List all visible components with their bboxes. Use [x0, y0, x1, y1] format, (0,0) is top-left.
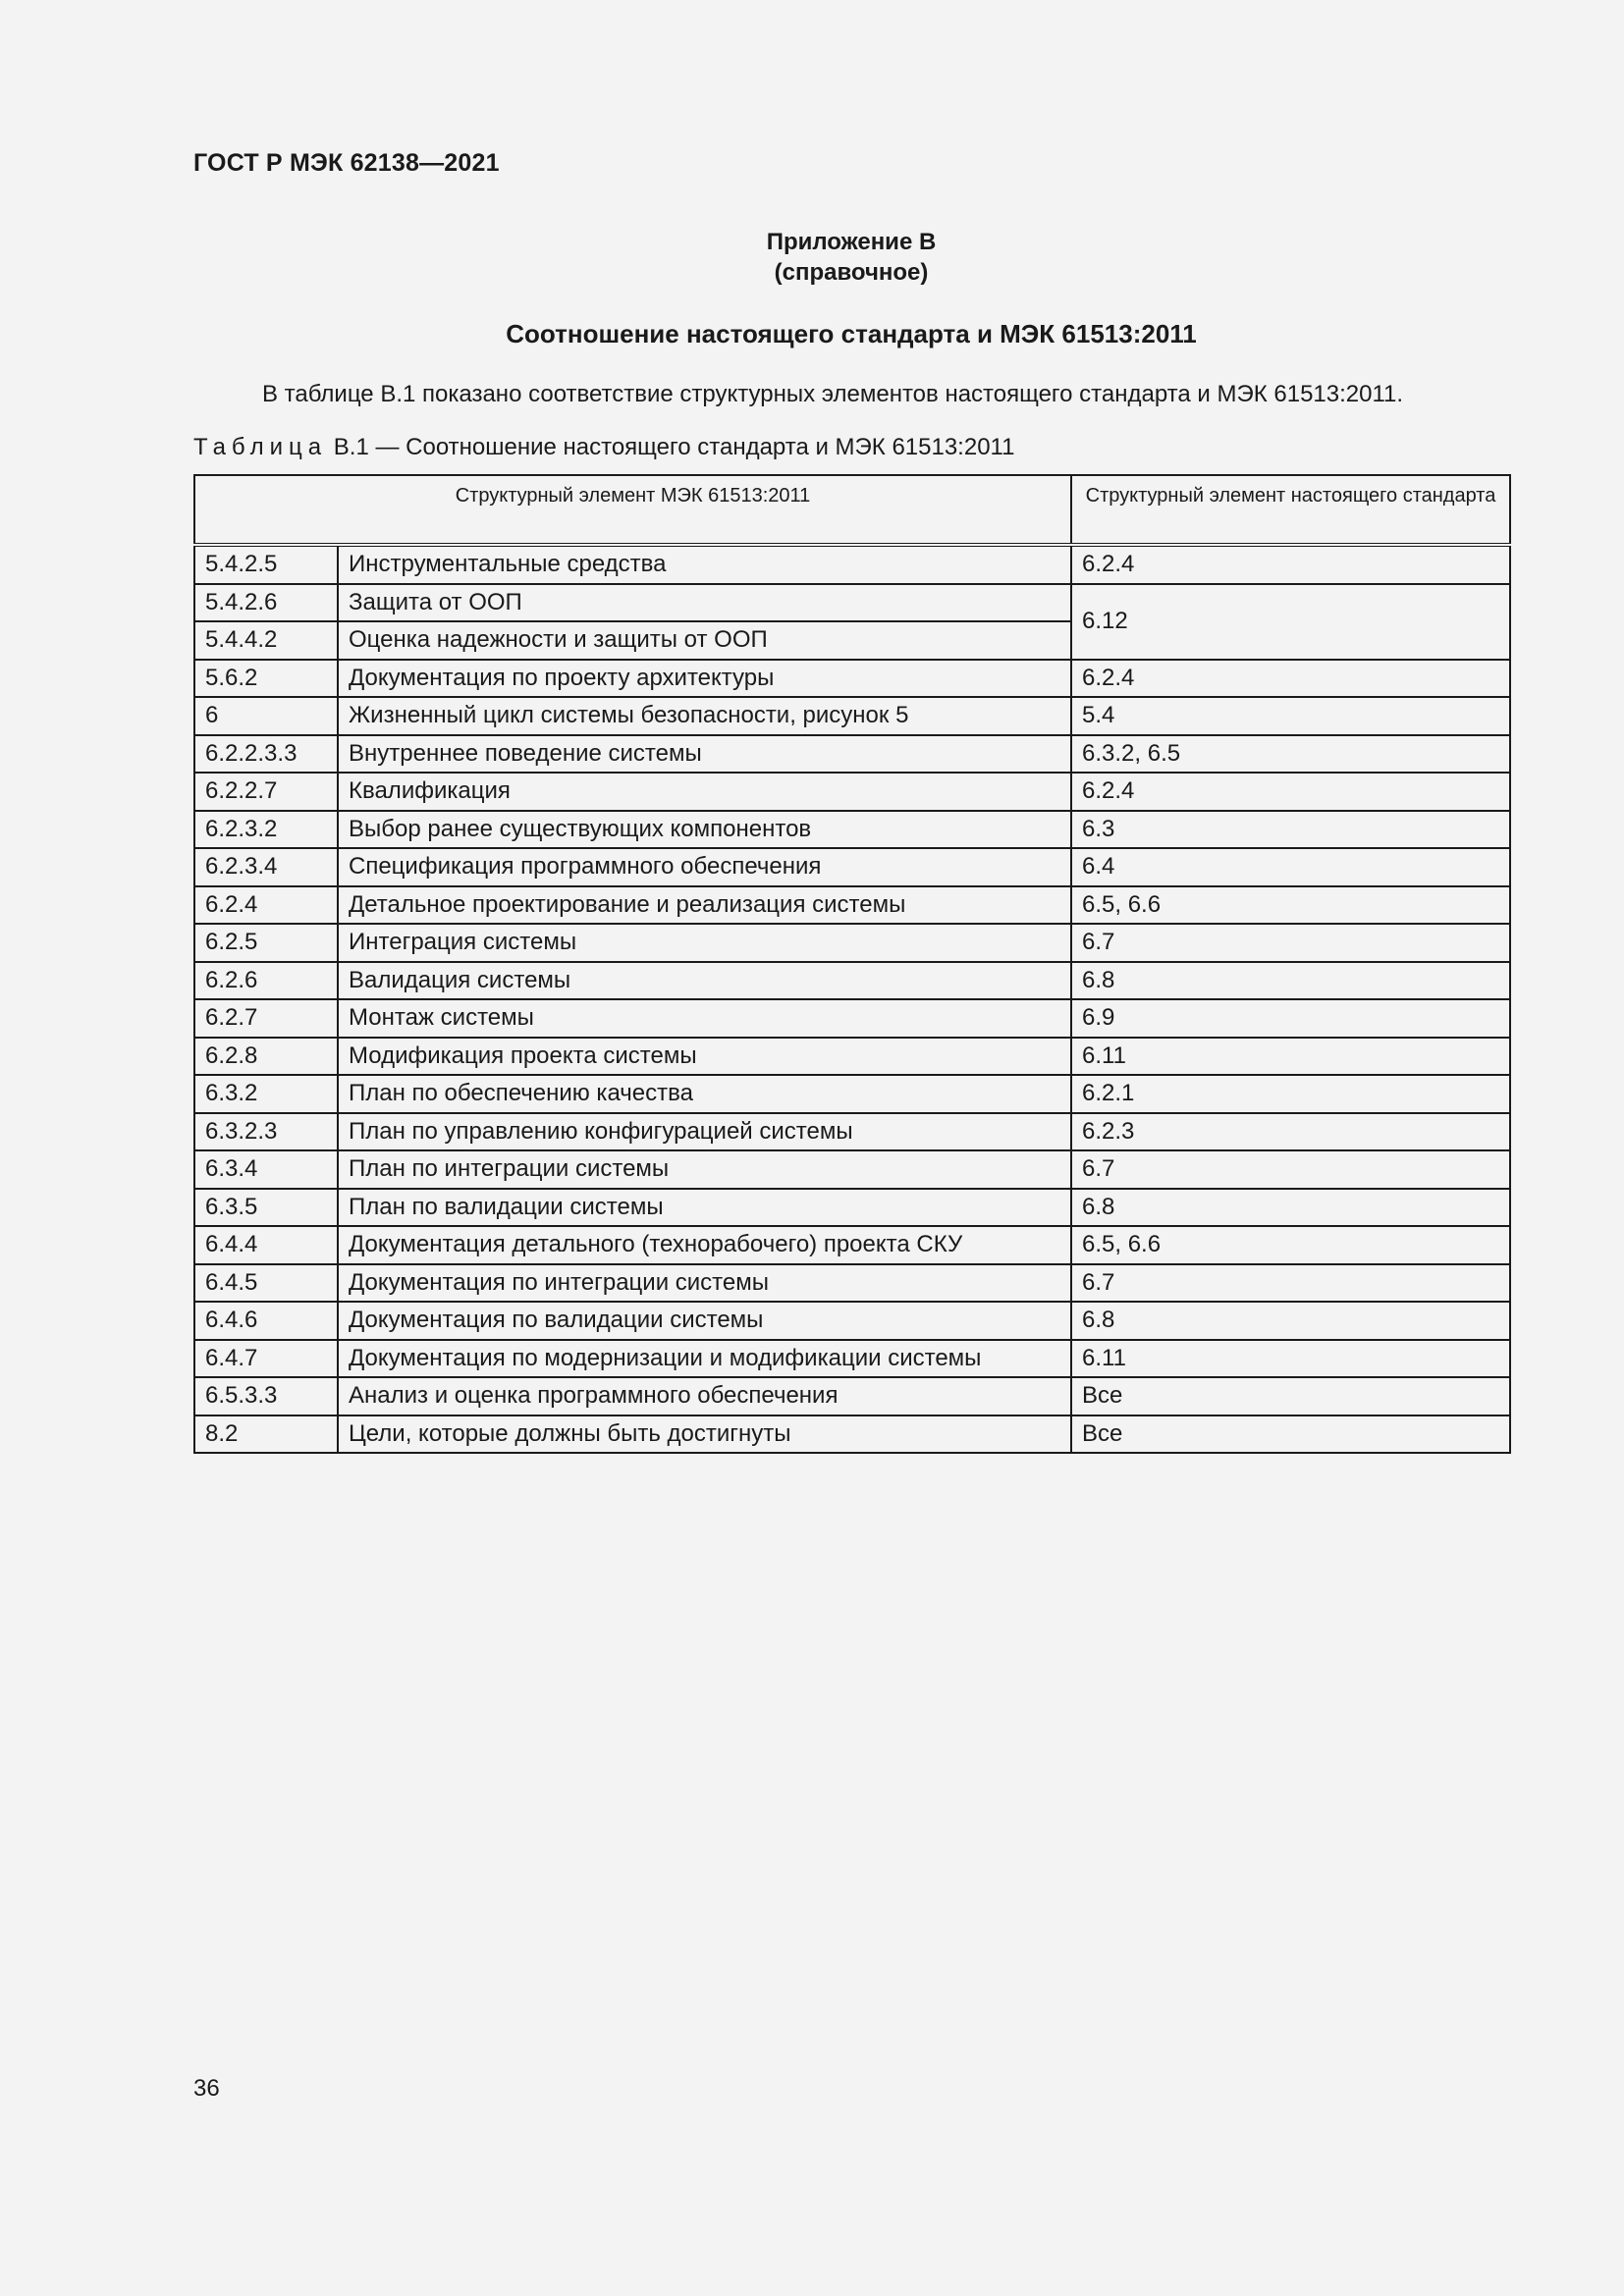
this-standard-ref-cell: 6.8 [1071, 962, 1510, 1000]
this-standard-ref-cell: 6.7 [1071, 1150, 1510, 1189]
iec-clause-cell: 6.4.4 [194, 1226, 338, 1264]
iec-clause-cell: 5.4.2.5 [194, 545, 338, 584]
iec-clause-cell: 6.3.2 [194, 1075, 338, 1113]
iec-clause-cell: 6.2.5 [194, 924, 338, 962]
iec-element-cell: Детальное проектирование и реализация системы [338, 886, 1071, 925]
table-row [194, 1264, 1510, 1303]
iec-element-cell: Защита от ООП [338, 584, 1071, 622]
iec-clause-cell: 6.3.5 [194, 1189, 338, 1227]
section-title: Соотношение настоящего стандарта и МЭК 61513:2011 [506, 319, 1197, 348]
this-standard-ref-cell: 6.11 [1071, 1038, 1510, 1076]
iec-clause-cell: 6.4.5 [194, 1264, 338, 1303]
table-row [194, 1415, 1510, 1454]
annex-subtitle: (справочное) [774, 259, 929, 286]
iec-clause-cell: 6.2.3.4 [194, 848, 338, 886]
iec-element-cell: План по обеспечению качества [338, 1075, 1071, 1113]
document-header: ГОСТ Р МЭК 62138—2021 [193, 149, 500, 177]
table-header-row [194, 475, 1510, 545]
table-row [194, 886, 1510, 925]
iec-clause-cell: 6 [194, 697, 338, 735]
this-standard-ref-cell: 6.3 [1071, 811, 1510, 849]
iec-element-cell: Спецификация программного обеспечения [338, 848, 1071, 886]
this-standard-ref-cell: 6.2.4 [1071, 545, 1510, 584]
correspondence-table [193, 474, 1511, 1454]
table-row [194, 1038, 1510, 1076]
page-number: 36 [193, 2075, 220, 2102]
this-standard-ref-cell: 6.2.1 [1071, 1075, 1510, 1113]
iec-element-cell: Интеграция системы [338, 924, 1071, 962]
table-row [194, 1189, 1510, 1227]
table-row [194, 1377, 1510, 1415]
table-row [194, 1150, 1510, 1189]
this-standard-ref-cell: 6.8 [1071, 1189, 1510, 1227]
iec-element-cell: Выбор ранее существующих компонентов [338, 811, 1071, 849]
iec-element-cell: Анализ и оценка программного обеспечения [338, 1377, 1071, 1415]
this-standard-ref-cell: 6.2.4 [1071, 773, 1510, 811]
iec-element-cell: Инструментальные средства [338, 545, 1071, 584]
table-row [194, 1340, 1510, 1378]
this-standard-ref-cell: 6.3.2, 6.5 [1071, 735, 1510, 774]
table-row [194, 1075, 1510, 1113]
iec-element-cell: Модификация проекта системы [338, 1038, 1071, 1076]
table-row [194, 999, 1510, 1038]
this-standard-ref-cell: 6.11 [1071, 1340, 1510, 1378]
this-standard-ref-cell: 6.7 [1071, 924, 1510, 962]
iec-clause-cell: 6.2.7 [194, 999, 338, 1038]
iec-element-cell: Валидация системы [338, 962, 1071, 1000]
this-standard-ref-cell: 6.5, 6.6 [1071, 886, 1510, 925]
this-standard-ref-cell: 6.12 [1071, 584, 1510, 660]
iec-clause-cell: 6.2.2.7 [194, 773, 338, 811]
iec-element-cell: Документация по модернизации и модификации системы [338, 1340, 1071, 1378]
table-row [194, 773, 1510, 811]
iec-element-cell: Цели, которые должны быть достигнуты [338, 1415, 1071, 1454]
iec-element-cell: Документация по проекту архитектуры [338, 660, 1071, 698]
iec-clause-cell: 8.2 [194, 1415, 338, 1454]
iec-element-cell: Внутреннее поведение системы [338, 735, 1071, 774]
table-row [194, 848, 1510, 886]
iec-clause-cell: 6.2.6 [194, 962, 338, 1000]
this-standard-ref-cell: 6.4 [1071, 848, 1510, 886]
this-standard-ref-cell: 6.2.4 [1071, 660, 1510, 698]
this-standard-ref-cell: 6.5, 6.6 [1071, 1226, 1510, 1264]
iec-element-cell: Документация по валидации системы [338, 1302, 1071, 1340]
iec-clause-cell: 6.4.7 [194, 1340, 338, 1378]
this-standard-ref-cell: 5.4 [1071, 697, 1510, 735]
iec-clause-cell: 6.4.6 [194, 1302, 338, 1340]
this-standard-ref-cell: Все [1071, 1377, 1510, 1415]
iec-clause-cell: 6.3.4 [194, 1150, 338, 1189]
iec-clause-cell: 6.5.3.3 [194, 1377, 338, 1415]
table-row [194, 697, 1510, 735]
table-caption [193, 434, 1014, 461]
iec-element-cell: Документация по интеграции системы [338, 1264, 1071, 1303]
table-caption-label: Таблица [193, 434, 328, 460]
table-row [194, 584, 1510, 622]
this-standard-ref-cell: 6.9 [1071, 999, 1510, 1038]
iec-clause-cell: 5.4.2.6 [194, 584, 338, 622]
table-row [194, 924, 1510, 962]
table-row [194, 660, 1510, 698]
table-caption-text: В.1 — Соотношение настоящего стандарта и МЭК 61513:2011 [333, 434, 1015, 460]
annex-heading [0, 227, 1624, 288]
iec-clause-cell: 6.2.3.2 [194, 811, 338, 849]
iec-element-cell: Монтаж системы [338, 999, 1071, 1038]
table-row [194, 1226, 1510, 1264]
iec-clause-cell: 6.2.4 [194, 886, 338, 925]
iec-clause-cell: 5.4.4.2 [194, 621, 338, 660]
iec-element-cell: План по валидации системы [338, 1189, 1071, 1227]
table-row [194, 962, 1510, 1000]
iec-clause-cell: 6.3.2.3 [194, 1113, 338, 1151]
intro-paragraph: В таблице В.1 показано соответствие структурных элементов настоящего стандарта и МЭК 61513:2011. [262, 381, 1404, 407]
this-standard-ref-cell: 6.7 [1071, 1264, 1510, 1303]
iec-element-cell: Жизненный цикл системы безопасности, рисунок 5 [338, 697, 1071, 735]
iec-clause-cell: 6.2.2.3.3 [194, 735, 338, 774]
this-standard-ref-cell: 6.2.3 [1071, 1113, 1510, 1151]
table-row [194, 1302, 1510, 1340]
column-header-this-standard: Структурный элемент настоящего стандарта [1071, 475, 1510, 545]
table-row [194, 1113, 1510, 1151]
iec-element-cell: Оценка надежности и защиты от ООП [338, 621, 1071, 660]
iec-clause-cell: 6.2.8 [194, 1038, 338, 1076]
iec-element-cell: Квалификация [338, 773, 1071, 811]
table-row [194, 735, 1510, 774]
column-header-iec: Структурный элемент МЭК 61513:2011 [194, 475, 1071, 545]
this-standard-ref-cell: 6.8 [1071, 1302, 1510, 1340]
this-standard-ref-cell: Все [1071, 1415, 1510, 1454]
table-body [194, 545, 1510, 1453]
annex-title: Приложение В [766, 229, 937, 255]
table-row [194, 811, 1510, 849]
iec-element-cell: План по интеграции системы [338, 1150, 1071, 1189]
table-row [194, 545, 1510, 584]
iec-element-cell: План по управлению конфигурацией системы [338, 1113, 1071, 1151]
iec-element-cell: Документация детального (технорабочего) проекта СКУ [338, 1226, 1071, 1264]
iec-clause-cell: 5.6.2 [194, 660, 338, 698]
